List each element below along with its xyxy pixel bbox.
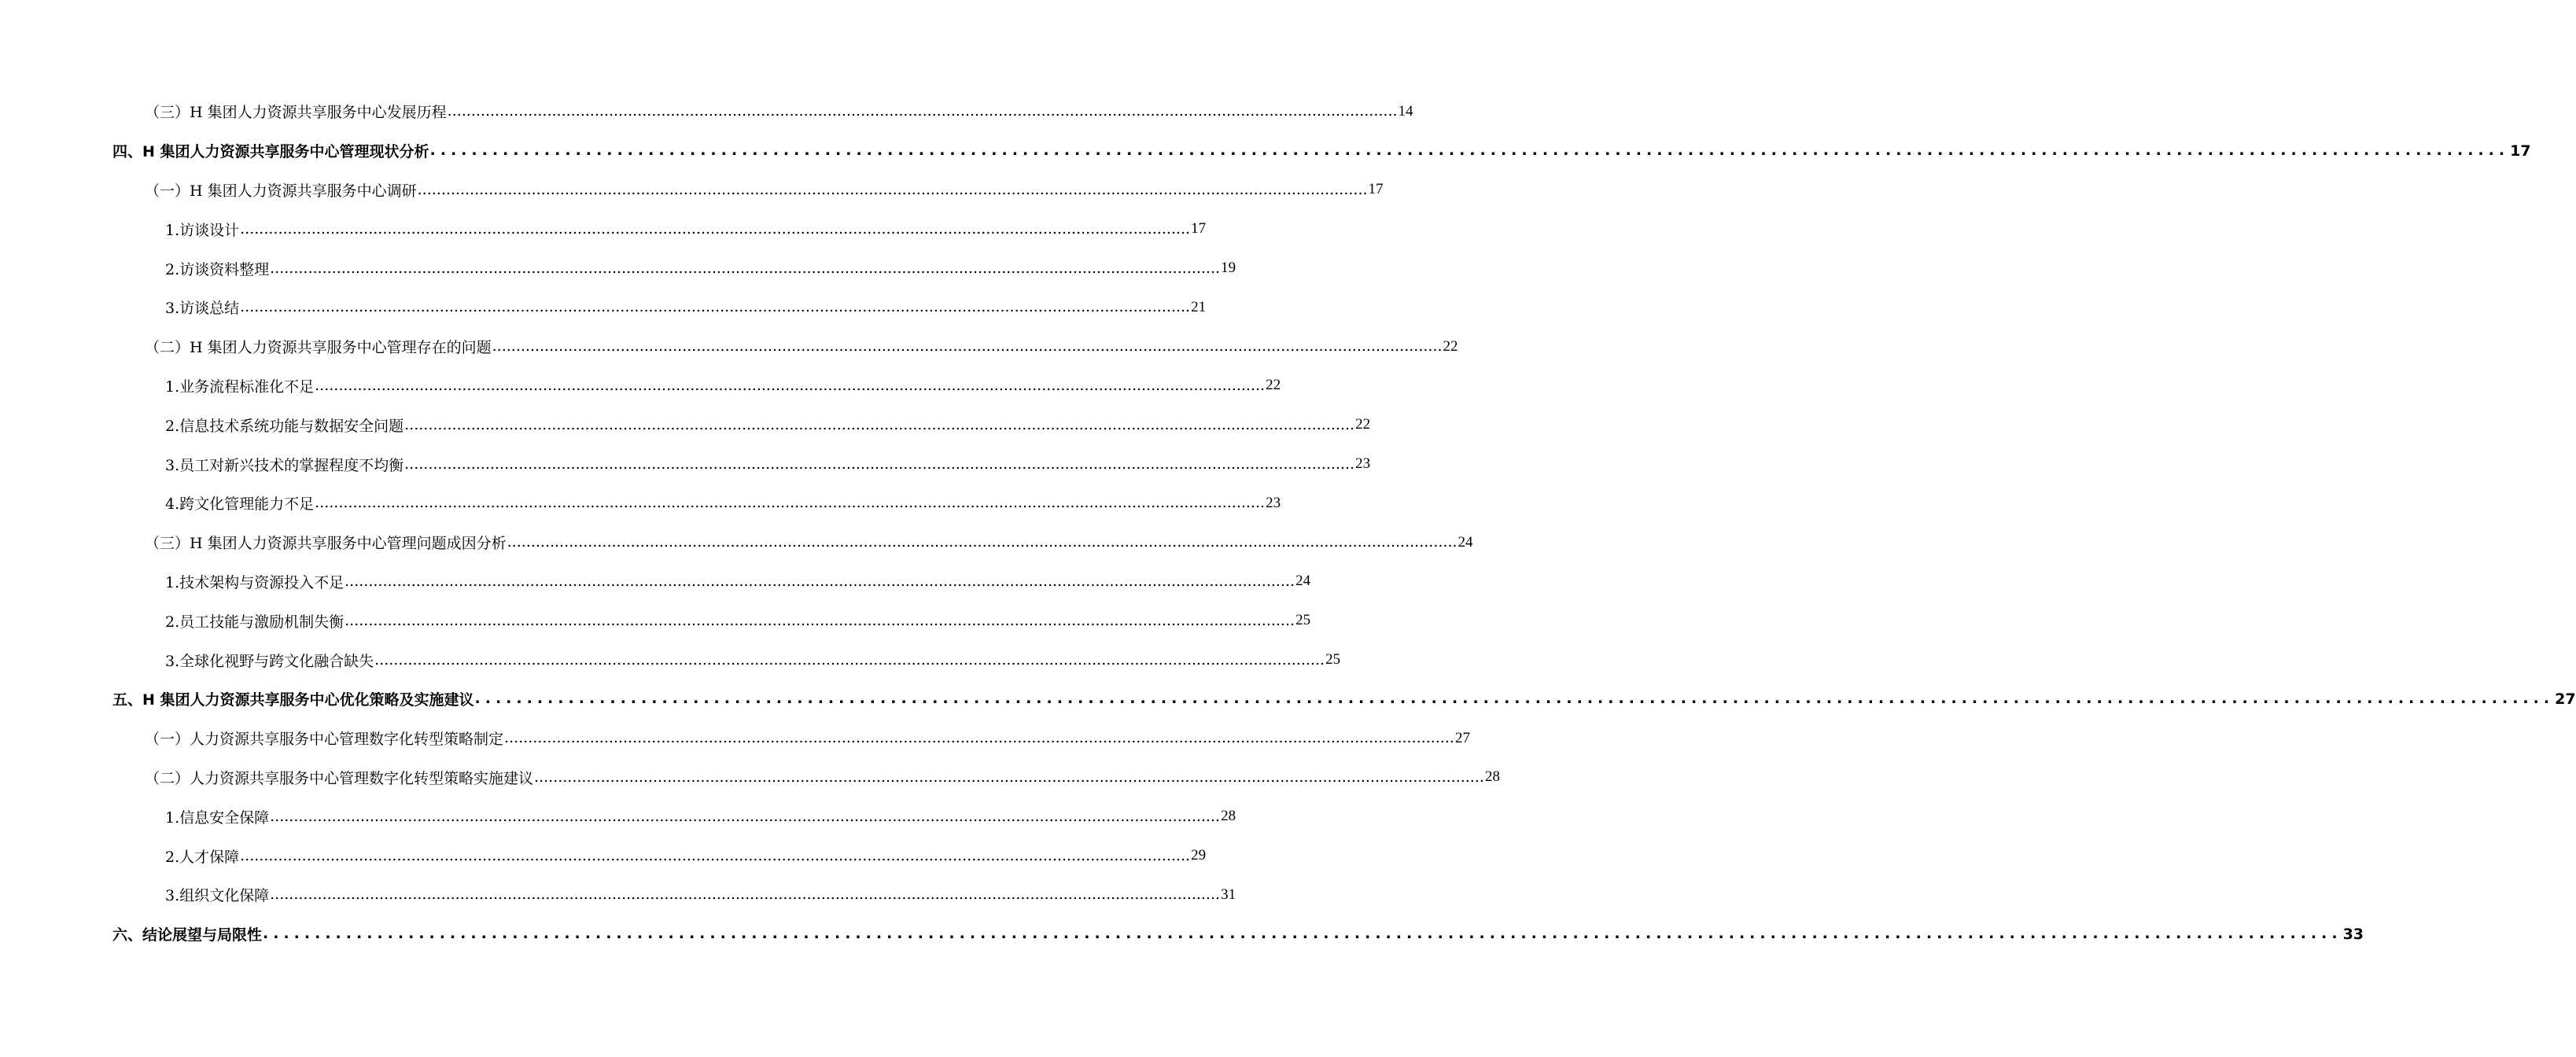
toc-dot-leader: ........................................................................................................................................................................................................ <box>404 455 1355 473</box>
toc-dot-leader: ........................................................................................................................................................................................................ <box>492 337 1443 355</box>
toc-entry-page-number: 27 <box>2555 690 2576 708</box>
toc-entry-page-number: 17 <box>1368 181 1384 198</box>
toc-entry-page-number: 27 <box>1454 729 1470 746</box>
toc-entry-title: 五、H 集团人力资源共享服务中心优化策略及实施建议 <box>112 691 474 709</box>
toc-entry-page-number: 25 <box>1295 612 1311 629</box>
toc-dot-leader: ........................................................................................................................................................................................................ <box>240 846 1191 864</box>
toc-dot-leader: ........................................................................................................................................................................................................ <box>345 611 1295 629</box>
toc-entry-title: 1.访谈设计 <box>165 221 240 239</box>
toc-dot-leader: ........................................................................................................................................................................................................ <box>504 729 1454 747</box>
toc-entry[interactable] <box>0 249 1236 288</box>
toc-entry-title: 3.组织文化保障 <box>165 887 270 905</box>
toc-entry-title: （二）人力资源共享服务中心管理数字化转型策略实施建议 <box>145 769 534 787</box>
toc-dot-leader: ........................................................................................................................................................................................................ <box>315 494 1266 512</box>
toc-entry[interactable] <box>0 288 1207 327</box>
toc-dot-leader: ........................................................................................................................................................................................................ <box>240 219 1191 238</box>
toc-entry-title: 2.访谈资料整理 <box>165 260 270 278</box>
toc-dot-leader: ........................................................................................................................................................................................................ <box>404 415 1355 433</box>
toc-dot-leader: ........................................................................................................................................................................................................ <box>270 886 1221 904</box>
toc-entry[interactable] <box>0 92 1413 131</box>
toc-entry[interactable] <box>0 640 1341 680</box>
toc-entry[interactable] <box>0 836 1207 875</box>
toc-dot-leader: ........................................................................................................................................................................................................ <box>263 925 2342 943</box>
toc-dot-leader: ........................................................................................................................................................................................................ <box>270 807 1221 825</box>
toc-entry-page-number: 28 <box>1484 768 1500 786</box>
toc-dot-leader: ........................................................................................................................................................................................................ <box>374 650 1325 668</box>
toc-dot-leader: ........................................................................................................................................................................................................ <box>417 180 1368 198</box>
toc-dot-leader: ........................................................................................................................................................................................................ <box>240 298 1191 316</box>
toc-entry-title: 1.信息安全保障 <box>165 808 270 827</box>
toc-entry-page-number: 28 <box>1221 808 1236 825</box>
toc-entry-title: （二）H 集团人力资源共享服务中心管理存在的问题 <box>145 339 492 357</box>
toc-entry-title: 四、H 集团人力资源共享服务中心管理现状分析 <box>112 143 429 161</box>
toc-entry-page-number: 29 <box>1191 847 1207 864</box>
toc-entry[interactable] <box>0 171 1384 210</box>
toc-entry[interactable] <box>0 562 1311 602</box>
toc-dot-leader: ........................................................................................................................................................................................................ <box>315 376 1266 394</box>
toc-entry[interactable] <box>0 327 1458 366</box>
toc-entry[interactable] <box>0 719 1470 758</box>
toc-entry[interactable] <box>0 601 1311 640</box>
toc-entry-page-number: 24 <box>1295 573 1311 590</box>
toc-entry-page-number: 22 <box>1443 337 1458 355</box>
toc-dot-leader: ........................................................................................................................................................................................................ <box>474 690 2555 708</box>
toc-entry-page-number: 14 <box>1398 102 1413 120</box>
toc-entry-page-number: 33 <box>2342 925 2364 943</box>
toc-entry-page-number: 17 <box>2510 142 2531 160</box>
toc-entry[interactable] <box>0 797 1236 836</box>
toc-entry[interactable] <box>0 444 1371 484</box>
toc-dot-leader: ........................................................................................................................................................................................................ <box>507 533 1458 551</box>
toc-entry-page-number: 24 <box>1458 533 1473 551</box>
toc-entry-title: 2.员工技能与激励机制失衡 <box>165 613 345 631</box>
toc-entry[interactable] <box>0 405 1371 444</box>
toc-entry[interactable] <box>0 523 1473 562</box>
toc-entry-title: 2.信息技术系统功能与数据安全问题 <box>165 417 404 435</box>
toc-dot-leader: ........................................................................................................................................................................................................ <box>429 142 2510 160</box>
toc-entry-page-number: 19 <box>1221 260 1236 277</box>
toc-entry-page-number: 23 <box>1355 455 1371 473</box>
toc-entry-title: （一）人力资源共享服务中心管理数字化转型策略制定 <box>145 731 504 749</box>
toc-entry[interactable] <box>0 209 1207 249</box>
toc-dot-leader: ........................................................................................................................................................................................................ <box>345 572 1295 590</box>
toc-dot-leader: ........................................................................................................................................................................................................ <box>447 102 1398 120</box>
toc-entry-title: （三）H 集团人力资源共享服务中心发展历程 <box>145 104 447 122</box>
toc-entry-title: 3.访谈总结 <box>165 300 240 318</box>
toc-entry-title: 1.技术架构与资源投入不足 <box>165 573 345 591</box>
toc-entry-title: 3.全球化视野与跨文化融合缺失 <box>165 652 374 670</box>
toc-entry[interactable] <box>0 131 2531 171</box>
toc-entry-page-number: 22 <box>1355 416 1371 433</box>
toc-entry-page-number: 23 <box>1266 494 1281 511</box>
toc-entry-page-number: 25 <box>1325 651 1341 668</box>
toc-entry-title: 六、结论展望与局限性 <box>112 926 263 945</box>
toc-entry-title: 4.跨文化管理能力不足 <box>165 495 315 514</box>
toc-entry[interactable] <box>0 875 1236 915</box>
toc-entry-title: （三）H 集团人力资源共享服务中心管理问题成因分析 <box>145 535 507 553</box>
toc-entry-title: 2.人才保障 <box>165 848 240 866</box>
toc-dot-leader: ........................................................................................................................................................................................................ <box>270 259 1221 277</box>
toc-entry[interactable] <box>0 680 2576 719</box>
toc-entry[interactable] <box>0 484 1281 523</box>
toc-entry-title: （一）H 集团人力资源共享服务中心调研 <box>145 182 417 200</box>
table-of-contents <box>0 92 2576 954</box>
toc-entry-page-number: 22 <box>1266 377 1281 394</box>
toc-entry-page-number: 21 <box>1191 298 1207 315</box>
toc-entry-title: 1.业务流程标准化不足 <box>165 378 315 396</box>
toc-entry[interactable] <box>0 366 1281 406</box>
toc-entry[interactable] <box>0 758 1500 797</box>
toc-entry-page-number: 17 <box>1191 220 1207 238</box>
toc-entry[interactable] <box>0 915 2364 954</box>
toc-entry-title: 3.员工对新兴技术的掌握程度不均衡 <box>165 456 404 474</box>
toc-dot-leader: ........................................................................................................................................................................................................ <box>534 768 1484 786</box>
toc-entry-page-number: 31 <box>1221 886 1236 903</box>
